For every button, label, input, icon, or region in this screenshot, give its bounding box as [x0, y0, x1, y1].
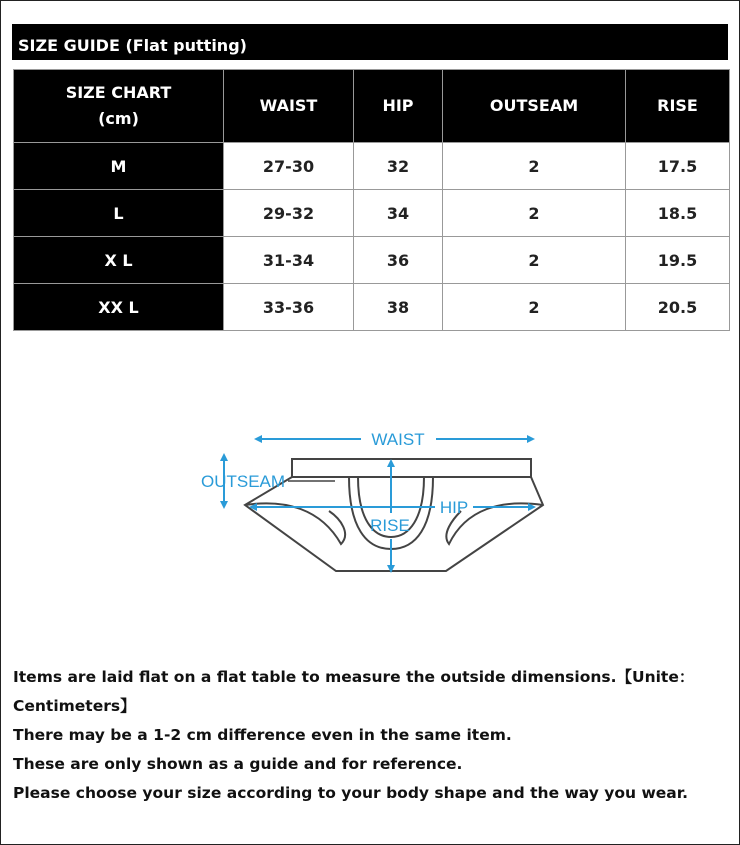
- header-unit-label: (cm): [98, 109, 139, 128]
- rise-cell: 19.5: [626, 237, 730, 284]
- header-outseam: OUTSEAM: [443, 70, 626, 143]
- size-label-cell: XX L: [14, 284, 224, 331]
- table-row: [14, 143, 730, 190]
- header-rise: RISE: [626, 70, 730, 143]
- note-line: Please choose your size according to your body shape and the way you wear.: [13, 784, 689, 802]
- header-waist: WAIST: [224, 70, 354, 143]
- waist-diagram-label: WAIST: [371, 430, 425, 449]
- table-row: [14, 190, 730, 237]
- outseam-cell: 2: [443, 190, 626, 237]
- waist-cell: 27-30: [224, 143, 354, 190]
- rise-cell: 20.5: [626, 284, 730, 331]
- size-guide-title: SIZE GUIDE (Flat putting): [12, 24, 728, 60]
- rise-cell: 18.5: [626, 190, 730, 237]
- table-row: [14, 237, 730, 284]
- waistband-shape: [292, 459, 531, 477]
- size-chart-table: [13, 69, 730, 331]
- size-label-cell: M: [14, 143, 224, 190]
- hip-cell: 34: [354, 190, 443, 237]
- brief-measurement-diagram: [191, 419, 551, 584]
- left-leg-opening: [245, 503, 345, 544]
- note-line: There may be a 1-2 cm difference even in the same item.: [13, 726, 512, 744]
- brief-outline: [245, 459, 543, 571]
- size-label-cell: X L: [14, 237, 224, 284]
- size-label-cell: L: [14, 190, 224, 237]
- table-row: [14, 284, 730, 331]
- hip-cell: 32: [354, 143, 443, 190]
- waist-cell: 31-34: [224, 237, 354, 284]
- note-line: Items are laid flat on a flat table to measure the outside dimensions.【Unite：Centimeters】: [13, 668, 695, 715]
- outseam-cell: 2: [443, 143, 626, 190]
- outseam-diagram-label: OUTSEAM: [201, 472, 286, 491]
- hip-cell: 36: [354, 237, 443, 284]
- header-size-chart-label: SIZE CHART: [65, 83, 172, 102]
- outseam-cell: 2: [443, 237, 626, 284]
- hip-diagram-label: HIP: [439, 498, 469, 517]
- table-header-row: [14, 70, 730, 143]
- note-line: These are only shown as a guide and for reference.: [13, 755, 463, 773]
- outseam-cell: 2: [443, 284, 626, 331]
- rise-cell: 17.5: [626, 143, 730, 190]
- rise-diagram-label: RISE: [370, 516, 410, 535]
- waist-cell: 33-36: [224, 284, 354, 331]
- header-size-chart: [14, 70, 224, 143]
- hip-cell: 38: [354, 284, 443, 331]
- measurement-notes: [13, 663, 733, 808]
- header-hip: HIP: [354, 70, 443, 143]
- waist-cell: 29-32: [224, 190, 354, 237]
